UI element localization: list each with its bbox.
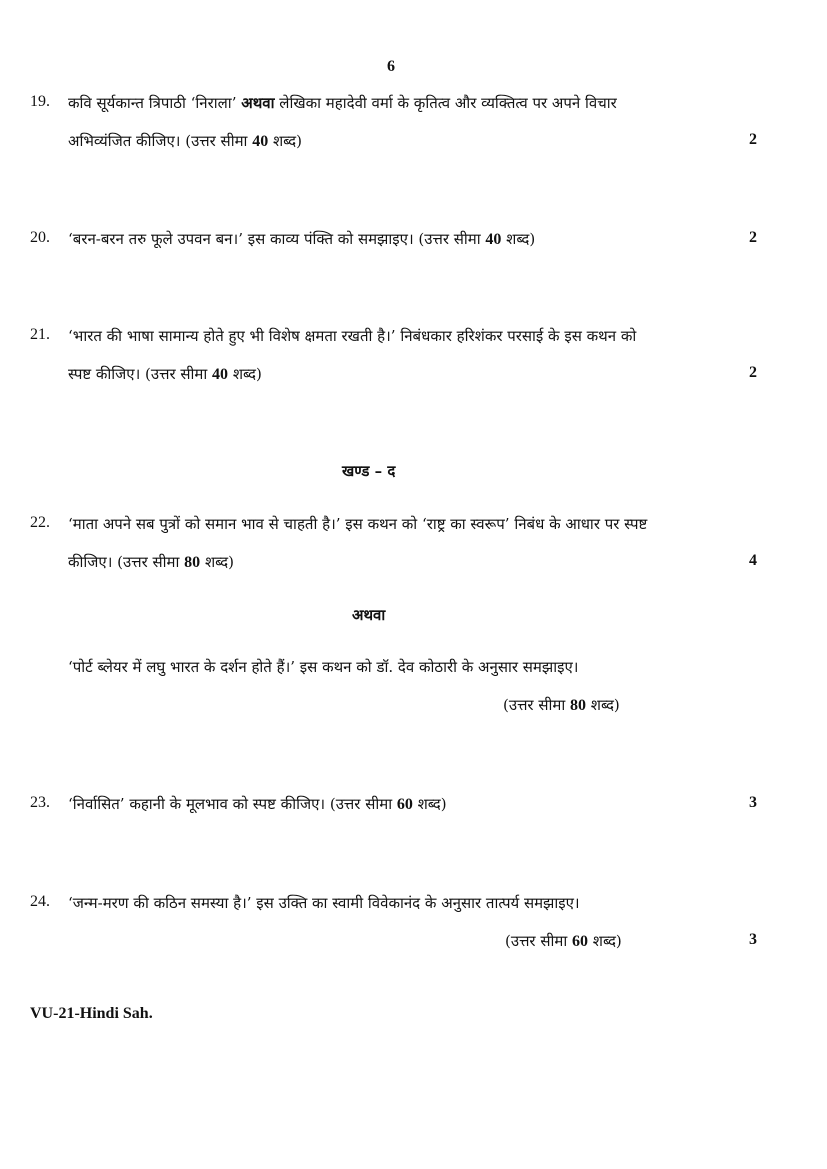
question-number: 21. (30, 326, 50, 343)
marks: 2 (749, 364, 757, 381)
question-number: 24. (30, 893, 50, 910)
marks: 4 (749, 552, 757, 569)
question-number: 20. (30, 229, 50, 246)
marks: 2 (749, 229, 757, 246)
section-heading: खण्ड – द (342, 462, 396, 480)
question-number: 22. (30, 514, 50, 531)
question-text-line1: ‘बरन-बरन तरु फूले उपवन बन।’ इस काव्य पंक्ति को समझाइए। (उत्तर सीमा 40 शब्द) (68, 230, 536, 248)
question-text-line2: स्पष्ट कीजिए। (उत्तर सीमा 40 शब्द) (68, 365, 262, 383)
marks: 3 (749, 931, 757, 948)
question-number: 19. (30, 93, 50, 110)
or-label: अथवा (352, 606, 386, 624)
marks: 2 (749, 131, 757, 148)
question-text-line1: कवि सूर्यकान्त त्रिपाठी ‘निराला’ अथवा लेखिका महादेवी वर्मा के कृतित्व और व्यक्तित्व पर अपने विचार (68, 94, 617, 112)
page-number: 6 (387, 58, 395, 75)
alternative-word-limit: (उत्तर सीमा 80 शब्द) (503, 696, 620, 714)
word-limit: (उत्तर सीमा 60 शब्द) (505, 932, 622, 950)
question-text-line1: ‘माता अपने सब पुत्रों को समान भाव से चाहती है।’ इस कथन को ‘राष्ट्र का स्वरूप’ निबंध के आधार पर स्पष्ट (68, 515, 648, 533)
marks: 3 (749, 794, 757, 811)
footer-paper-code: VU-21-Hindi Sah. (30, 1005, 153, 1022)
question-text-line1: ‘जन्म-मरण की कठिन समस्या है।’ इस उक्ति का स्वामी विवेकानंद के अनुसार तात्पर्य समझाइए। (68, 894, 580, 912)
question-number: 23. (30, 794, 50, 811)
question-text-line1: ‘भारत की भाषा सामान्य होते हुए भी विशेष क्षमता रखती है।’ निबंधकार हरिशंकर परसाई के इस कथन को (68, 327, 637, 345)
question-text-line1: ‘निर्वासित’ कहानी के मूलभाव को स्पष्ट कीजिए। (उत्तर सीमा 60 शब्द) (68, 795, 447, 813)
question-text-line2: अभिव्यंजित कीजिए। (उत्तर सीमा 40 शब्द) (68, 132, 302, 150)
alternative-question-text: ‘पोर्ट ब्लेयर में लघु भारत के दर्शन होते हैं।’ इस कथन को डॉ. देव कोठारी के अनुसार समझाइए। (68, 658, 579, 676)
question-text-line2: कीजिए। (उत्तर सीमा 80 शब्द) (68, 553, 234, 571)
